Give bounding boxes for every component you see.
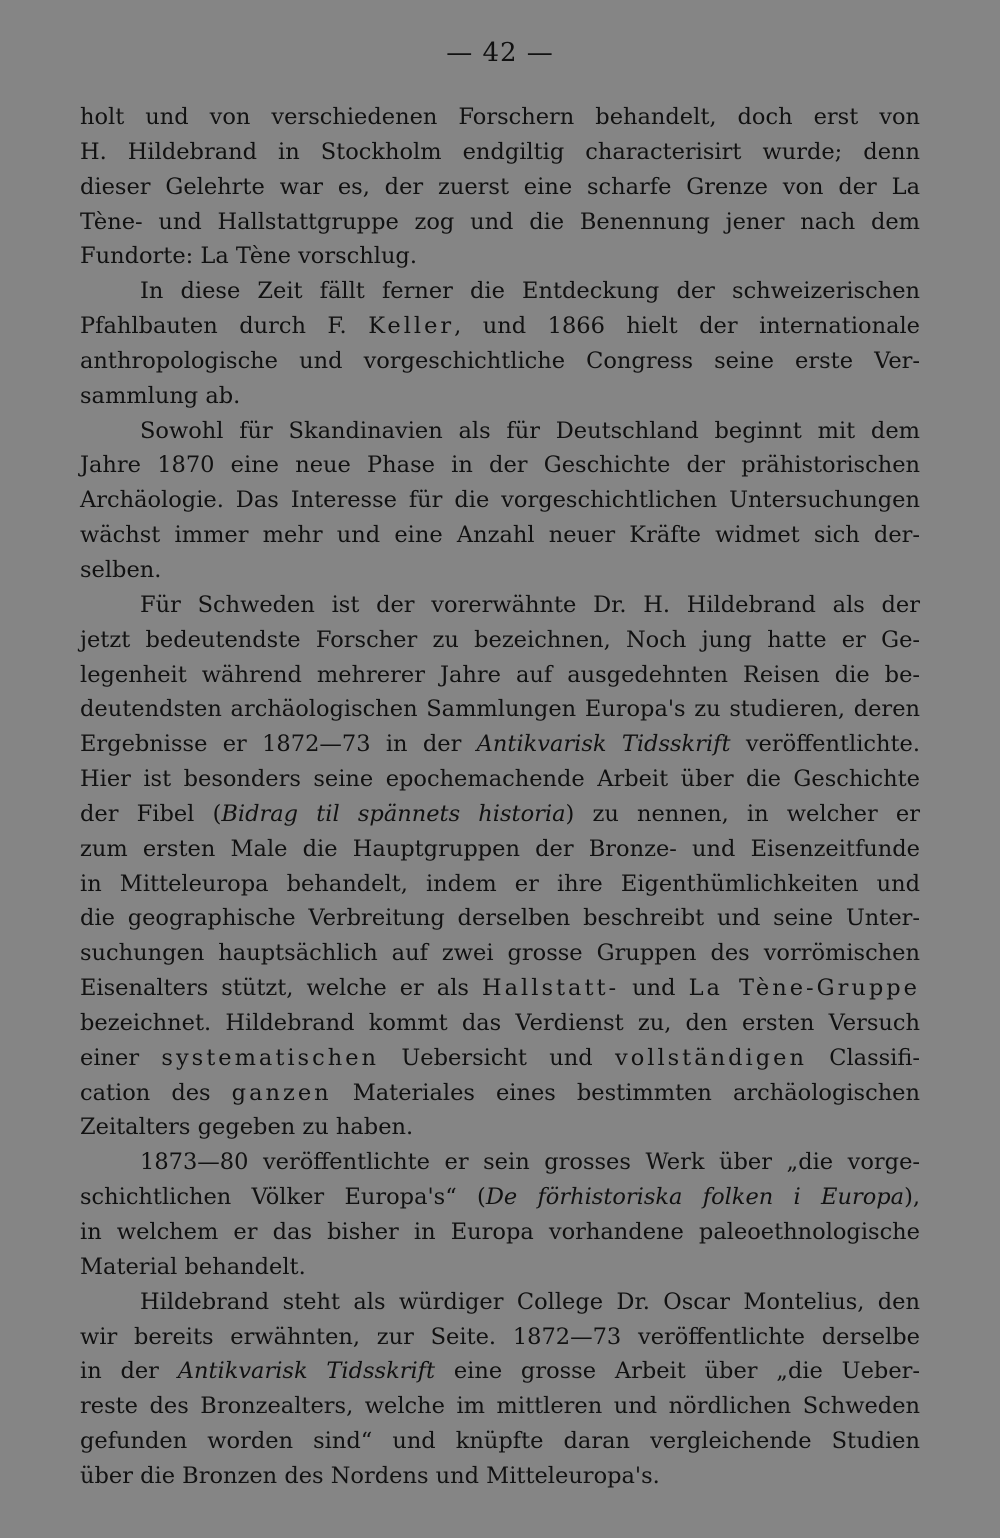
text-segment: wir bereits erwähnten, zur Seite. 1872—73 veröffentlichte derselbe [80,1323,920,1350]
text-line [80,100,920,135]
text-line [80,170,920,205]
page-number: — 42 — [446,38,554,68]
text-segment: wächst immer mehr und eine Anzahl neuer Kräfte widmet sich der- [80,522,920,549]
text-segment: selben. [80,556,162,583]
text-line [80,1076,920,1111]
text-line [80,762,920,797]
text-segment: der Fibel ( [80,800,222,827]
spaced-emphasis: La Tène-Gruppe [688,975,920,1002]
text-line [80,1006,920,1041]
text-line [80,623,920,658]
text-line [80,518,920,553]
text-segment: einer [80,1044,162,1071]
text-line [80,658,920,693]
italic-title: Bidrag til spännets historia [221,800,566,827]
text-segment: Hier ist besonders seine epochemachende Arbeit über die Geschichte [80,766,920,793]
text-line [80,1389,920,1424]
text-segment: veröffentlichte. [730,731,920,758]
text-line [80,1354,920,1389]
text-line [80,1215,920,1250]
spaced-emphasis: ganzen [231,1079,332,1106]
text-line [80,692,920,727]
text-segment: die geographische Verbreitung derselben beschreibt und seine Unter- [80,905,920,932]
text-segment: Archäologie. Das Interesse für die vorgeschichtlichen Untersuchungen [80,487,920,514]
text-line [80,1110,920,1145]
text-segment: über die Bronzen des Nordens und Mitteleuropa's. [80,1462,660,1489]
text-segment: In diese Zeit fällt ferner die Entdeckung der schweizerischen [140,278,920,305]
text-segment: deutendsten archäologischen Sammlungen Europa's zu studieren, deren [80,696,920,723]
text-line [80,971,920,1006]
text-line [80,1285,920,1320]
text-line [80,588,920,623]
text-segment: eine grosse Arbeit über „die Ueber- [435,1358,921,1385]
text-line [80,901,920,936]
text-segment: sammlung ab. [80,382,241,409]
spaced-emphasis: systematischen [161,1044,380,1071]
text-line [80,274,920,309]
text-segment: und [619,975,689,1002]
text-segment: Jahre 1870 eine neue Phase in der Geschichte der prähistorischen [80,452,920,479]
text-segment: suchungen hauptsächlich auf zwei grosse Gruppen des vorrömischen [80,940,920,967]
text-line [80,344,920,379]
italic-title: Antikvarisk Tidsskrift [476,731,731,758]
text-segment: Uebersicht und [379,1044,615,1071]
text-line [80,936,920,971]
text-line [80,1250,920,1285]
body-text [80,100,920,1494]
text-segment: 1873—80 veröffentlichte er sein grosses Werk über „die vorge- [140,1149,920,1176]
text-segment: Hildebrand steht als würdiger College Dr. Oscar Montelius, den [140,1288,920,1315]
text-line [80,448,920,483]
text-segment: legenheit während mehrerer Jahre auf ausgedehnten Reisen die be- [80,661,920,688]
text-line [80,553,920,588]
text-segment: Eisenalters stützt, welche er als [80,975,483,1002]
text-segment: Material behandelt. [80,1253,306,1280]
text-segment: Pfahlbauten durch F. [80,313,369,340]
text-line [80,309,920,344]
text-segment: H. Hildebrand in Stockholm endgiltig characterisirt wurde; denn [80,138,920,165]
text-line [80,135,920,170]
text-segment: jetzt bedeutendste Forscher zu bezeichnen, Noch jung hatte er Ge- [80,626,920,653]
text-line [80,1180,920,1215]
text-segment: in der [80,1358,178,1385]
text-line [80,832,920,867]
text-line [80,1459,920,1494]
text-segment: schichtlichen Völker Europa's“ ( [80,1184,486,1211]
text-segment: zum ersten Male die Hauptgruppen der Bronze- und Eisenzeitfunde [80,835,920,862]
text-line [80,1320,920,1355]
text-segment: dieser Gelehrte war es, der zuerst eine scharfe Grenze von der La [80,173,920,200]
text-line [80,379,920,414]
text-segment: bezeichnet. Hildebrand kommt das Verdienst zu, den ersten Versuch [80,1009,920,1036]
text-segment: in Mitteleuropa behandelt, indem er ihre Eigenthümlichkeiten und [80,870,920,897]
spaced-emphasis: vollständigen [614,1044,807,1071]
text-segment: in welchem er das bisher in Europa vorhandene paleoethnologische [80,1219,920,1245]
text-segment: Tène- und Hallstattgruppe zog und die Benennung jener nach dem [80,208,920,235]
text-segment: Für Schweden ist der vorerwähnte Dr. H. Hildebrand als der [140,591,920,618]
text-segment: holt und von verschiedenen Forschern behandelt, doch erst von [80,104,920,130]
text-line [80,205,920,240]
text-line [80,727,920,762]
text-line [80,1041,920,1076]
spaced-emphasis: Hallstatt- [482,975,620,1002]
text-line [80,1145,920,1180]
text-segment: Sowohl für Skandinavien als für Deutschland beginnt mit dem [140,417,920,444]
text-line [80,1424,920,1459]
text-segment: Fundorte: La Tène vorschlug. [80,243,417,270]
text-line [80,797,920,832]
text-segment: , und 1866 hielt der internationale [454,313,921,340]
spaced-emphasis: Keller [368,313,455,340]
text-segment: Materiales eines bestimmten archäologischen [331,1079,920,1106]
italic-title: Antikvarisk Tidsskrift [177,1358,436,1385]
text-segment: cation des [80,1079,232,1106]
text-segment: Classifi- [806,1044,920,1071]
text-segment: anthropologische und vorgeschichtliche Congress seine erste Ver- [80,347,920,374]
text-line [80,239,920,274]
text-line [80,483,920,518]
text-segment: ), [904,1184,920,1211]
italic-title: De förhistoriska folken i Europa [485,1184,905,1211]
text-segment: Ergebnisse er 1872—73 in der [80,731,477,758]
text-segment: gefunden worden sind“ und knüpfte daran vergleichende Studien [80,1428,920,1455]
text-segment: Zeitalters gegeben zu haben. [80,1114,414,1141]
text-segment: ) zu nennen, in welcher er [565,800,920,827]
text-segment: reste des Bronzealters, welche im mittleren und nördlichen Schweden [80,1393,920,1420]
text-line [80,867,920,902]
text-line [80,414,920,449]
